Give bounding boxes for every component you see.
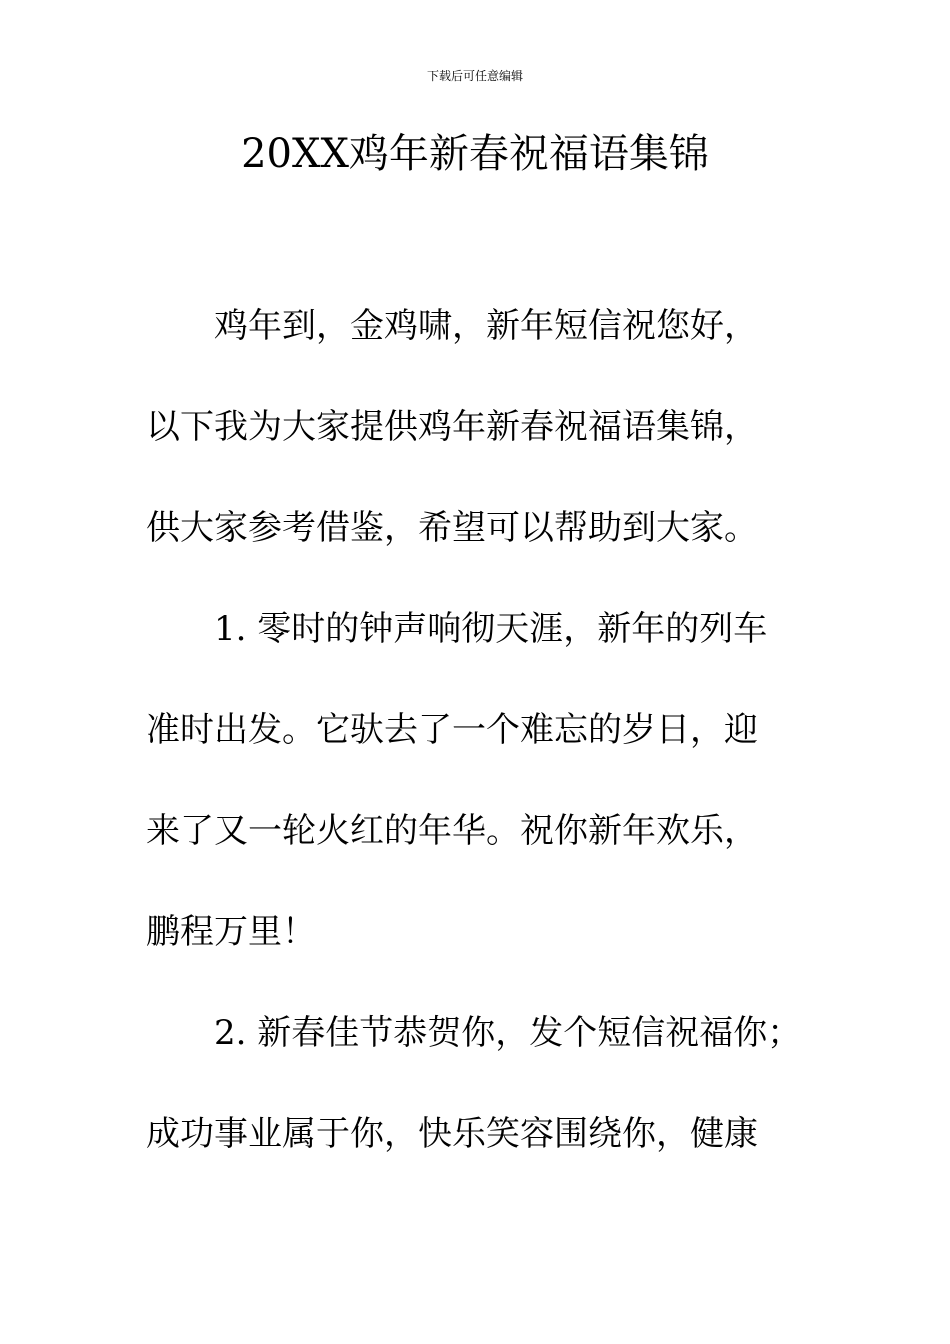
paragraph-line: 鸡年到，金鸡啸，新年短信祝您好，	[214, 306, 758, 346]
document-title: 20XX鸡年新春祝福语集锦	[241, 131, 709, 177]
paragraph-line: 成功事业属于你，快乐笑容围绕你，健康	[146, 1114, 758, 1154]
paragraph-line: 以下我为大家提供鸡年新春祝福语集锦，	[146, 407, 758, 447]
paragraph-line: 准时出发。它驮去了一个难忘的岁日，迎	[146, 710, 758, 750]
paragraph-line: 鹏程万里！	[146, 912, 316, 952]
document-body	[146, 298, 816, 1207]
header-note: 下载后可任意编辑	[426, 69, 523, 83]
paragraph-line: 供大家参考借鉴，希望可以帮助到大家。	[146, 508, 758, 548]
paragraph-line: 2. 新春佳节恭贺你，发个短信祝福你；	[214, 1013, 802, 1053]
paragraph-line: 来了又一轮火红的年华。祝你新年欢乐，	[146, 811, 758, 851]
paragraph-line: 1. 零时的钟声响彻天涯，新年的列车	[214, 609, 768, 649]
